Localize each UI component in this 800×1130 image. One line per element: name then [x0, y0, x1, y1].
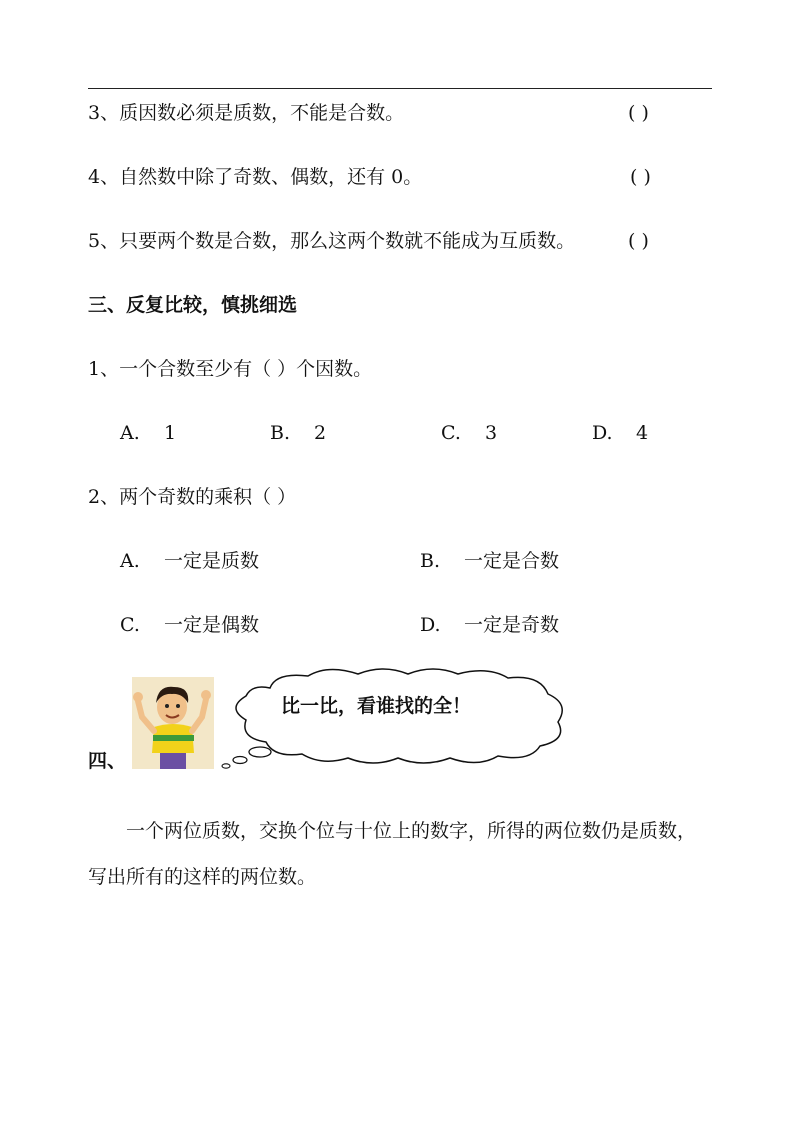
option-letter: C.: [441, 422, 461, 444]
thought-bubble-icon: [218, 666, 574, 772]
choice-question-2: 2、两个奇数的乘积（ ）: [88, 486, 297, 508]
shirt-stripe: [153, 735, 194, 741]
q2-option-d[interactable]: [420, 612, 559, 638]
q1-option-a[interactable]: [120, 420, 176, 446]
cartoon-boy-icon: [132, 677, 214, 769]
option-letter: D.: [592, 422, 613, 444]
option-value: 一定是奇数: [464, 614, 560, 636]
option-letter: B.: [420, 550, 441, 572]
bubble-text: 比一比，看谁找的全！: [281, 695, 472, 717]
top-divider: [88, 88, 712, 89]
answer-bracket-4[interactable]: ( ): [630, 166, 651, 188]
option-value: 一定是质数: [164, 550, 260, 572]
boy-eye-left: [165, 704, 169, 708]
option-value: 1: [164, 422, 177, 444]
option-letter: C.: [120, 614, 140, 636]
option-value: 一定是偶数: [164, 614, 260, 636]
option-value: 一定是合数: [464, 550, 560, 572]
q1-option-b[interactable]: [270, 420, 326, 446]
q2-option-b[interactable]: [420, 548, 559, 574]
option-letter: D.: [420, 614, 441, 636]
bubble-dot-large: [249, 747, 271, 757]
judge-question-3: 3、质因数必须是质数，不能是合数。: [88, 102, 405, 124]
option-letter: A.: [120, 550, 140, 572]
boy-left-hand: [133, 692, 143, 702]
judge-question-4: 4、自然数中除了奇数、偶数，还有 0。: [88, 166, 423, 188]
option-value: 4: [636, 422, 649, 444]
q1-option-c[interactable]: [441, 420, 497, 446]
answer-bracket-5[interactable]: ( ): [628, 230, 649, 252]
choice-question-1: 1、一个合数至少有（ ）个因数。: [88, 358, 373, 380]
boy-eye-right: [176, 704, 180, 708]
option-value: 2: [314, 422, 327, 444]
option-value: 3: [485, 422, 498, 444]
bubble-dot-medium: [233, 757, 247, 764]
q1-option-d[interactable]: [592, 420, 648, 446]
section-4-problem: 一个两位质数，交换个位与十位上的数字，所得的两位数仍是质数，写出所有的这样的两位数。: [88, 820, 697, 888]
section-4-heading: 四、: [88, 750, 127, 772]
bubble-dot-small: [222, 764, 230, 768]
answer-bracket-3[interactable]: ( ): [628, 102, 649, 124]
q2-option-c[interactable]: [120, 612, 259, 638]
boy-right-hand: [201, 690, 211, 700]
judge-question-5: 5、只要两个数是合数，那么这两个数就不能成为互质数。: [88, 230, 576, 252]
q2-option-a[interactable]: [120, 548, 259, 574]
option-letter: B.: [270, 422, 291, 444]
option-letter: A.: [120, 422, 140, 444]
section-3-heading: 三、反复比较，慎挑细选: [88, 294, 298, 316]
